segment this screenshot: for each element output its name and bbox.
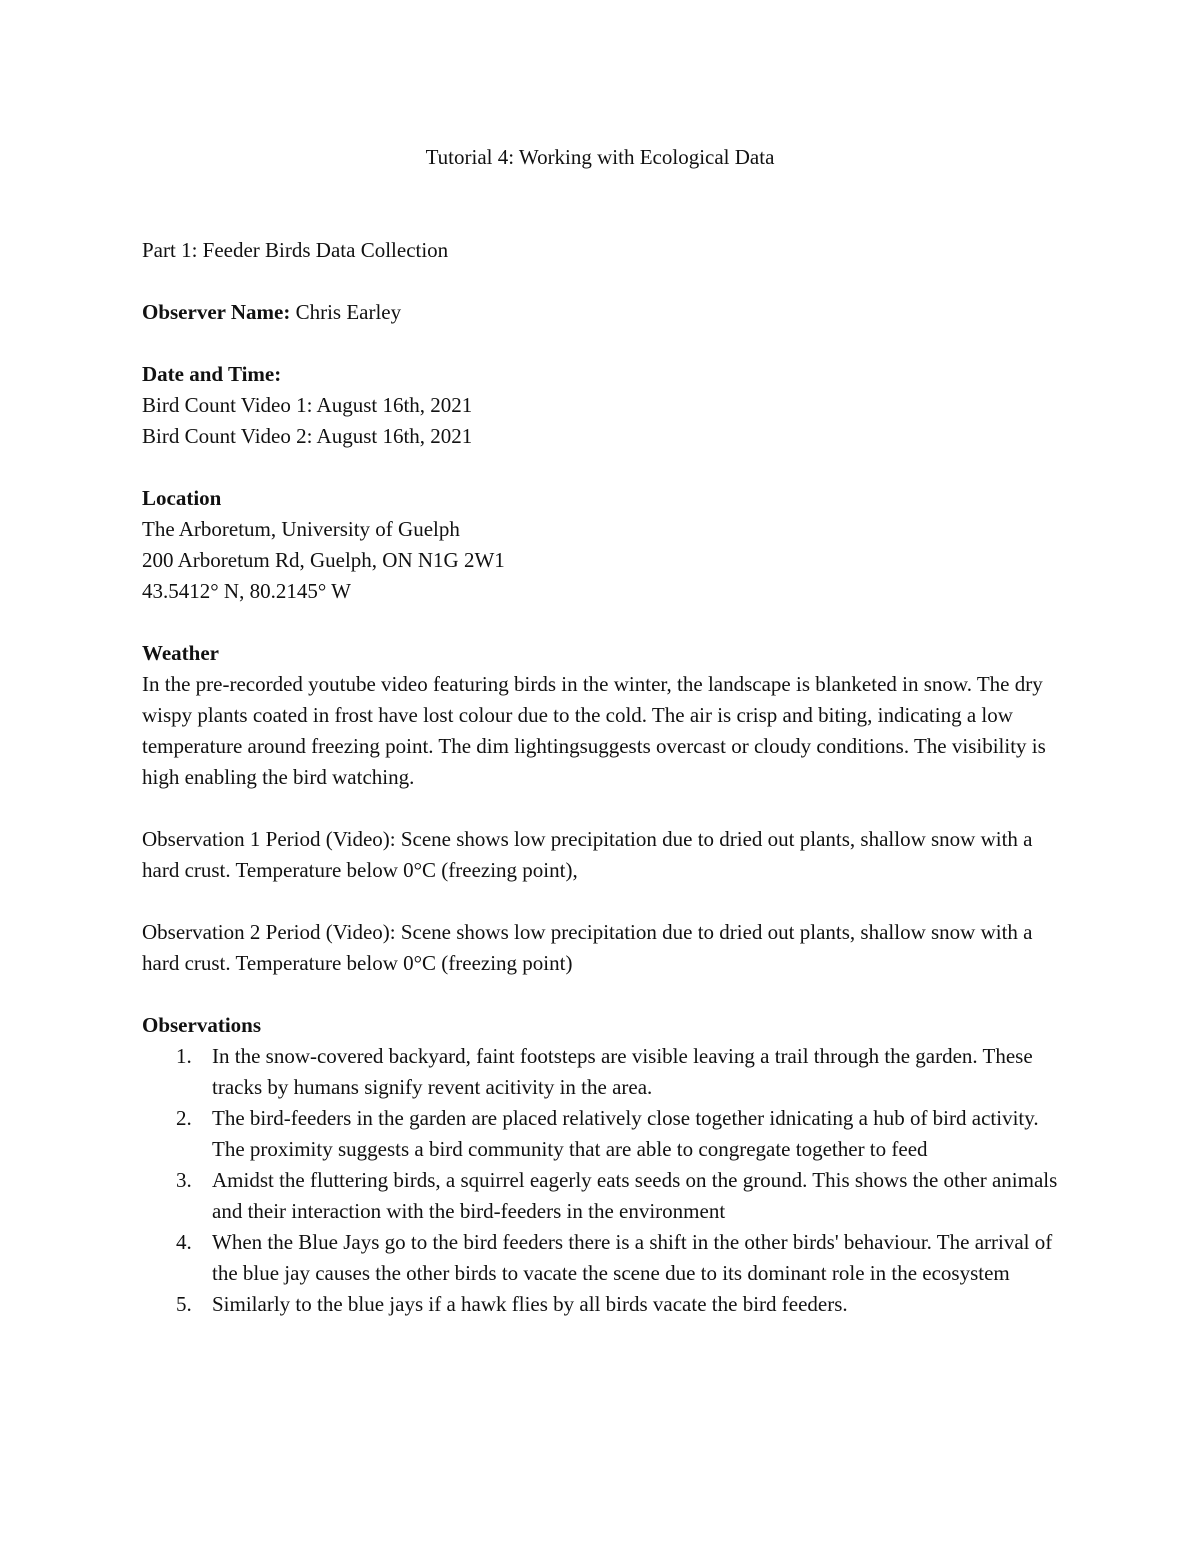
observer-value: Chris Earley bbox=[290, 300, 402, 324]
list-item-text: In the snow-covered backyard, faint footsteps are visible leaving a trail through the garden. These tracks by humans signify revent acitivity in the area. bbox=[212, 1044, 1033, 1099]
date-time-section bbox=[142, 359, 1062, 452]
list-item-number: 5. bbox=[176, 1292, 192, 1316]
location-section bbox=[142, 483, 1062, 607]
observations-heading: Observations bbox=[142, 1013, 262, 1037]
weather-section bbox=[142, 638, 1062, 979]
location-heading: Location bbox=[142, 486, 222, 510]
weather-heading: Weather bbox=[142, 641, 219, 665]
location-line: 200 Arboretum Rd, Guelph, ON N1G 2W1 bbox=[142, 548, 505, 572]
list-item-text: When the Blue Jays go to the bird feeders there is a shift in the other birds' behaviour. The arrival of the blue jay causes the other birds to vacate the scene due to its dominant role in the ecosystem bbox=[212, 1230, 1053, 1285]
weather-observation-1: Observation 1 Period (Video): Scene shows low precipitation due to dried out plants, shallow snow with a hard crust. Temperature below 0°C (freezing point), bbox=[142, 827, 1033, 882]
date-time-line: Bird Count Video 1: August 16th, 2021 bbox=[142, 393, 473, 417]
list-item-text: The bird-feeders in the garden are placed relatively close together idnicating a hub of bird activity. The proximity suggests a bird community that are able to congregate together to feed bbox=[212, 1106, 1039, 1161]
observations-section bbox=[142, 1010, 1062, 1320]
list-item bbox=[142, 1041, 1062, 1103]
observer-label: Observer Name: bbox=[142, 300, 291, 324]
list-item-text: Amidst the fluttering birds, a squirrel eagerly eats seeds on the ground. This shows the other animals and their interaction with the bird-feeders in the environment bbox=[212, 1168, 1058, 1223]
location-coordinates: 43.5412° N, 80.2145° W bbox=[142, 579, 351, 603]
list-item-number: 3. bbox=[176, 1168, 192, 1192]
list-item bbox=[142, 1227, 1062, 1289]
list-item bbox=[142, 1165, 1062, 1227]
date-time-line: Bird Count Video 2: August 16th, 2021 bbox=[142, 424, 473, 448]
list-item-number: 4. bbox=[176, 1230, 192, 1254]
location-line: The Arboretum, University of Guelph bbox=[142, 517, 460, 541]
list-item-number: 1. bbox=[176, 1044, 192, 1068]
observer-row bbox=[142, 297, 1062, 328]
part-heading: Part 1: Feeder Birds Data Collection bbox=[142, 238, 449, 262]
document-title: Tutorial 4: Working with Ecological Data bbox=[425, 145, 775, 169]
list-item bbox=[142, 1289, 1062, 1320]
weather-description: In the pre-recorded youtube video featuring birds in the winter, the landscape is blanketed in snow. The dry wispy plants coated in frost have lost colour due to the cold. The air is crisp and biting, indicating a low temperature around freezing point. The dim lightingsuggests overcast or cloudy conditions. The visibility is high enabling the bird watching. bbox=[142, 672, 1046, 789]
list-item bbox=[142, 1103, 1062, 1165]
date-time-heading: Date and Time: bbox=[142, 362, 282, 386]
list-item-number: 2. bbox=[176, 1106, 192, 1130]
document-body bbox=[142, 142, 1062, 1320]
list-item-text: Similarly to the blue jays if a hawk flies by all birds vacate the bird feeders. bbox=[212, 1292, 848, 1316]
observations-list bbox=[142, 1041, 1062, 1320]
weather-observation-2: Observation 2 Period (Video): Scene shows low precipitation due to dried out plants, shallow snow with a hard crust. Temperature below 0°C (freezing point) bbox=[142, 920, 1033, 975]
